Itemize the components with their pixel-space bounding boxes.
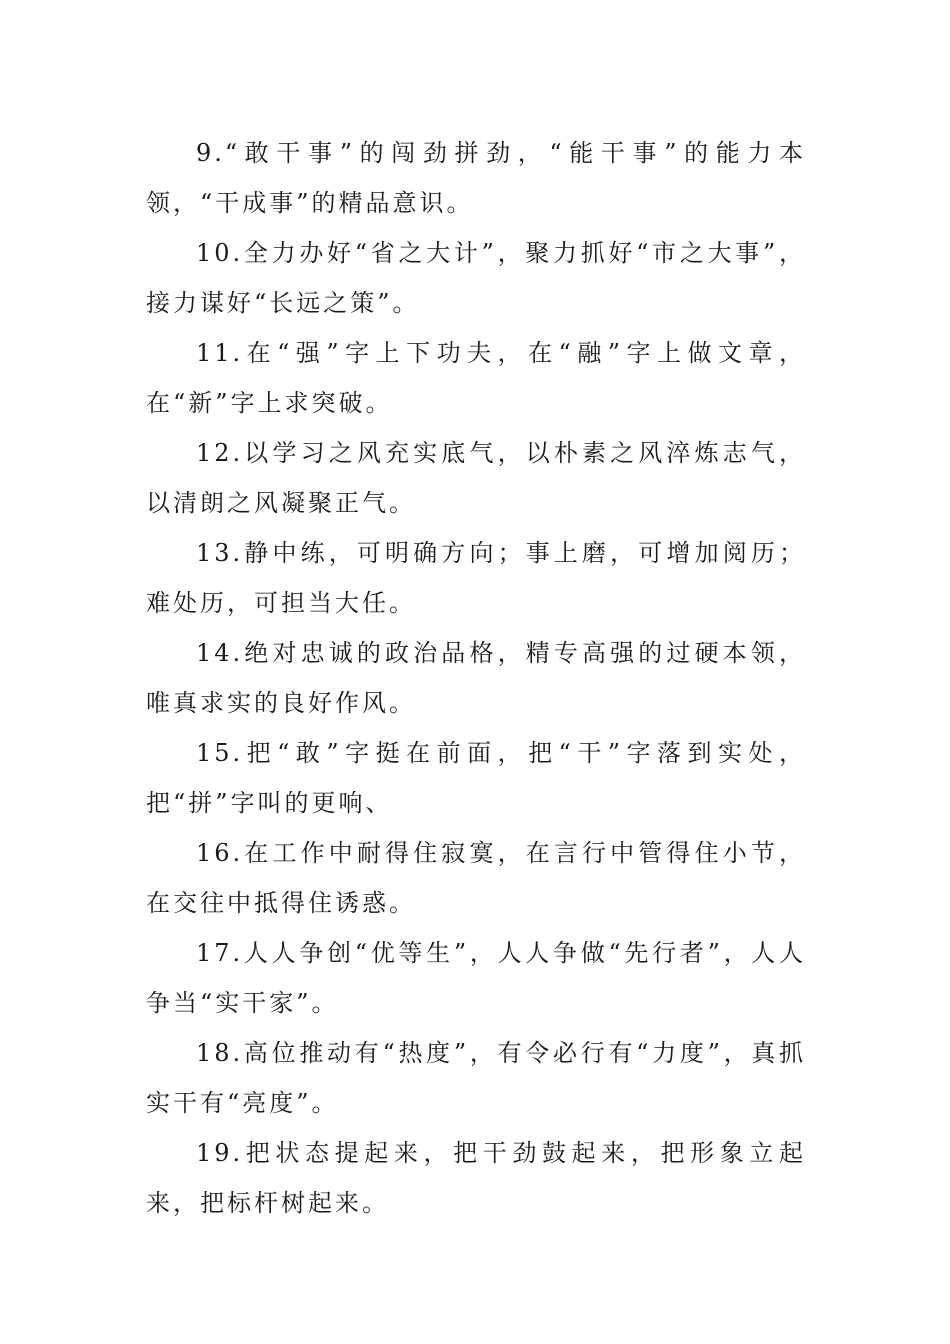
paragraph-13: 13.静中练，可明确方向；事上磨，可增加阅历；难处历，可担当大任。 (146, 539, 806, 617)
paragraph-17: 17.人人争创“优等生”，人人争做“先行者”，人人争当“实干家”。 (146, 939, 806, 1017)
paragraph-12: 12.以学习之风充实底气，以朴素之风淬炼志气，以清朗之风凝聚正气。 (146, 439, 806, 517)
paragraph-10: 10.全力办好“省之大计”，聚力抓好“市之大事”，接力谋好“长远之策”。 (146, 239, 806, 317)
paragraph-14: 14.绝对忠诚的政治品格，精专高强的过硬本领，唯真求实的良好作风。 (146, 639, 806, 717)
paragraph-19: 19.把状态提起来，把干劲鼓起来，把形象立起来，把标杆树起来。 (146, 1139, 806, 1217)
paragraph-11: 11.在“强”字上下功夫，在“融”字上做文章，在“新”字上求突破。 (146, 339, 806, 417)
document-body (146, 128, 806, 1228)
paragraph-18: 18.高位推动有“热度”，有令必行有“力度”，真抓实干有“亮度”。 (146, 1039, 806, 1117)
paragraph-16: 16.在工作中耐得住寂寞，在言行中管得住小节，在交往中抵得住诱惑。 (146, 839, 806, 917)
paragraph-15: 15.把“敢”字挺在前面，把“干”字落到实处，把“拼”字叫的更响、 (146, 739, 806, 817)
paragraph-9: 9.“敢干事”的闯劲拼劲，“能干事”的能力本领，“干成事”的精品意识。 (146, 139, 806, 217)
